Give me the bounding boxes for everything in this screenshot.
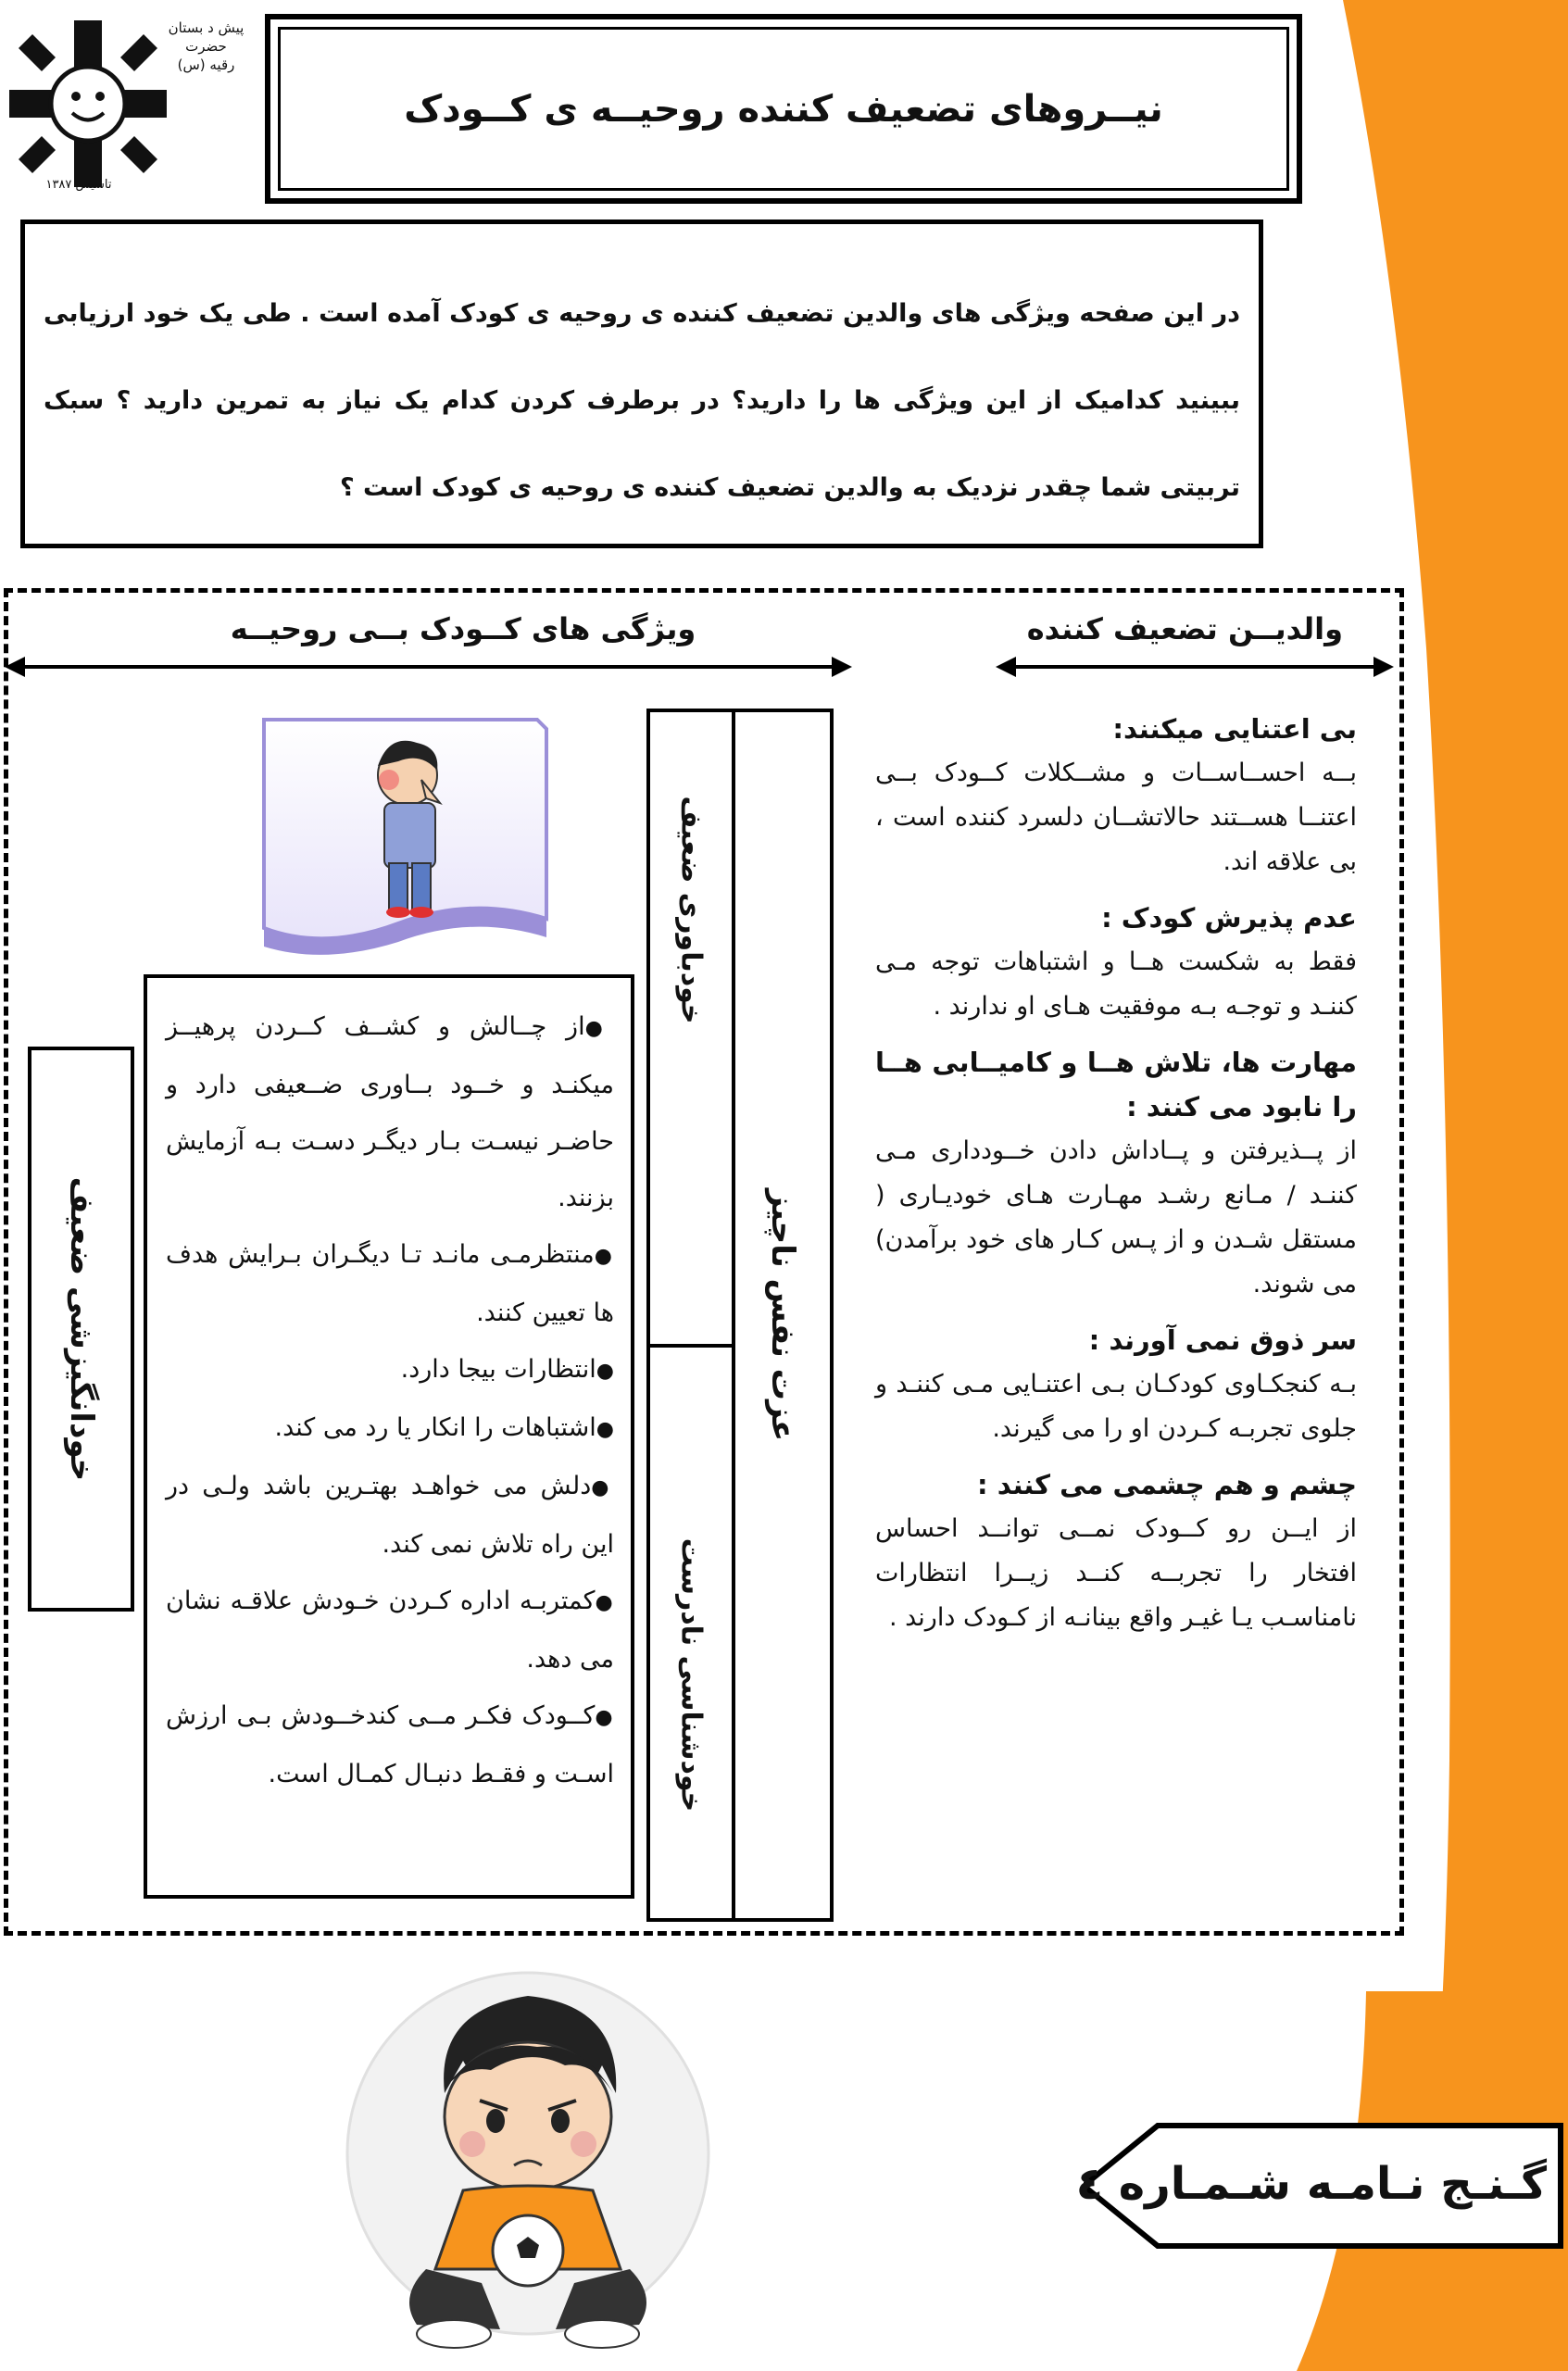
issue-number-label: گـنـج نـامـه شـمـاره ٤ xyxy=(1075,2158,1547,2210)
low-confidence-label-wrap xyxy=(646,709,735,1348)
heading-child: ویژگی های کــودک بــی روحیــه xyxy=(230,611,696,646)
logo-established: تاسیس ۱۳۸۷ xyxy=(45,178,112,192)
logo-line-1: پیش د بستان xyxy=(168,19,245,36)
list-item: ●کــودک فکـر مــی کندخــودش بـی ارزش اسـت و فقـط دنبـال کمـال است. xyxy=(166,1701,615,1788)
trait-title: بی اعتنایی میکنند: xyxy=(1112,713,1357,745)
trait-no-enthusiasm xyxy=(875,1318,1357,1451)
list-item: ●دلش می خواهـد بهتـرین باشد ولـی در این راه تلاش نمی کند. xyxy=(166,1472,614,1559)
child-trait-text: انتظارات بیجا دارد. xyxy=(400,1355,596,1384)
trait-destroy-skills xyxy=(875,1040,1357,1307)
trait-comparison xyxy=(875,1462,1357,1640)
child-trait-text: کمتربـه اداره کـردن خـودش علاقـه نشان می دهد. xyxy=(166,1587,614,1674)
arrow-parents xyxy=(996,648,1394,685)
label-low-self-esteem: عزت نفس ناچیز xyxy=(764,1188,801,1442)
child-trait-text: کــودک فکـر مــی کندخــودش بـی ارزش اسـت و فقـط دنبـال کمـال است. xyxy=(166,1701,614,1788)
child-trait-text: از چــالش و کشــف کــردن پرهیــز میکنـد و خــود بــاوری ضــعیفی دارد و حاضـر نیسـت بـار دیگـر دسـت بـه آزمایش بزنند. xyxy=(166,1012,614,1212)
heading-parents: والدیــن تضعیف کننده xyxy=(1026,611,1343,646)
page-title: نیــروهای تضعیف کننده روحیــه ی کــودک xyxy=(278,27,1289,191)
trait-body: از پــذیرفتن و پــاداش دادن خــودداری مـی کننـد / مـانع رشـد مهـارت هـای خودیـاری ( مستقل شـدن و از پـس کـار های خود برآمدن) می شوند. xyxy=(875,1136,1357,1298)
intro-paragraph: در این صفحه ویژگی های والدین تضعیف کننده ی روحیه ی کودک آمده است . طی یک خود ارزیابی ببینید کدامیک از این ویژگی ها را دارید؟ در برطرف کردن کدام یک نیاز به تمرین دارید ؟ سبک تربیتی شما چقدر نزدیک به والدین تضعیف کننده ی روحیه ی کودک است ؟ xyxy=(20,220,1263,548)
sad-boy-illustration xyxy=(259,715,556,956)
list-item: ●کمتربـه اداره کـردن خـودش علاقـه نشان می دهد. xyxy=(166,1587,614,1674)
school-logo xyxy=(9,11,259,196)
title-frame xyxy=(265,14,1302,204)
trait-body: از ایــن رو کــودک نمــی توانــد احساس افتخار را تجربــه کنــد زیــرا انتظارات نامناسـب یـا غیـر واقع بینانـه از کـودک دارند . xyxy=(875,1514,1357,1632)
parent-traits-list xyxy=(875,707,1357,1640)
self-knowledge-label-wrap xyxy=(646,1344,735,1922)
list-item: ●منتظرمـی مانـد تـا دیگـران بـرایش هدف ها تعیین کنند. xyxy=(166,1240,615,1327)
list-item: ●از چــالش و کشــف کــردن پرهیــز میکنـد و خــود بــاوری ضــعیفی دارد و حاضـر نیسـت بـار دیگـر دسـت بـه آزمایش بزنند. xyxy=(166,1012,615,1212)
label-low-confidence: خودباوری ضعیف xyxy=(674,796,708,1024)
self-esteem-label-wrap xyxy=(732,709,834,1922)
trait-title: عدم پذیرش کودک : xyxy=(1101,902,1357,934)
list-item: ●اشتباهات را انکار یا رد می کند. xyxy=(274,1413,614,1442)
logo-line-2: حضرت xyxy=(185,38,227,55)
trait-neglect xyxy=(875,707,1357,884)
trait-title: مهارت ها، تلاش هــا و کامیــابی هــا را نابود می کنند : xyxy=(875,1047,1357,1123)
self-motivation-label-wrap xyxy=(28,1047,134,1612)
trait-body: بــه احســاســات و مشــکلات کــودک بــی اعتنــا هســتند حالاتشــان دلسرد کننده است ، بی علاقه اند. xyxy=(875,759,1357,876)
label-low-motivation: خودانگیزشی ضعیف xyxy=(63,1176,100,1482)
trait-title: چشم و هم چشمی می کنند : xyxy=(977,1469,1357,1500)
sad-boy-with-ball-illustration xyxy=(343,1954,713,2362)
sun-with-pencils-icon xyxy=(9,20,167,187)
list-item: ●انتظارات بیجا دارد. xyxy=(400,1355,614,1384)
trait-body: فقط به شکست هــا و اشتباهات توجه مـی کننـد و توجـه بـه موفقیت هـای او ندارند . xyxy=(875,947,1357,1021)
trait-body: بـه کنجکـاوی کودکـان بـی اعتنـایی مـی کننـد و جلوی تجربـه کـردن او را می گیرند. xyxy=(875,1370,1357,1443)
trait-title: سر ذوق نمی آورند : xyxy=(1088,1324,1357,1356)
arrow-child xyxy=(5,648,852,685)
label-incorrect-self-knowledge: خودشناسی نادرست xyxy=(674,1537,708,1813)
trait-non-acceptance xyxy=(875,896,1357,1029)
child-trait-text: دلش می خواهـد بهتـرین باشد ولـی در این راه تلاش نمی کند. xyxy=(166,1472,614,1559)
child-traits-list xyxy=(144,974,634,1899)
logo-line-3: رقیه (س) xyxy=(177,56,235,73)
child-trait-text: منتظرمـی مانـد تـا دیگـران بـرایش هدف ها تعیین کنند. xyxy=(166,1240,614,1327)
child-trait-text: اشتباهات را انکار یا رد می کند. xyxy=(274,1413,596,1442)
